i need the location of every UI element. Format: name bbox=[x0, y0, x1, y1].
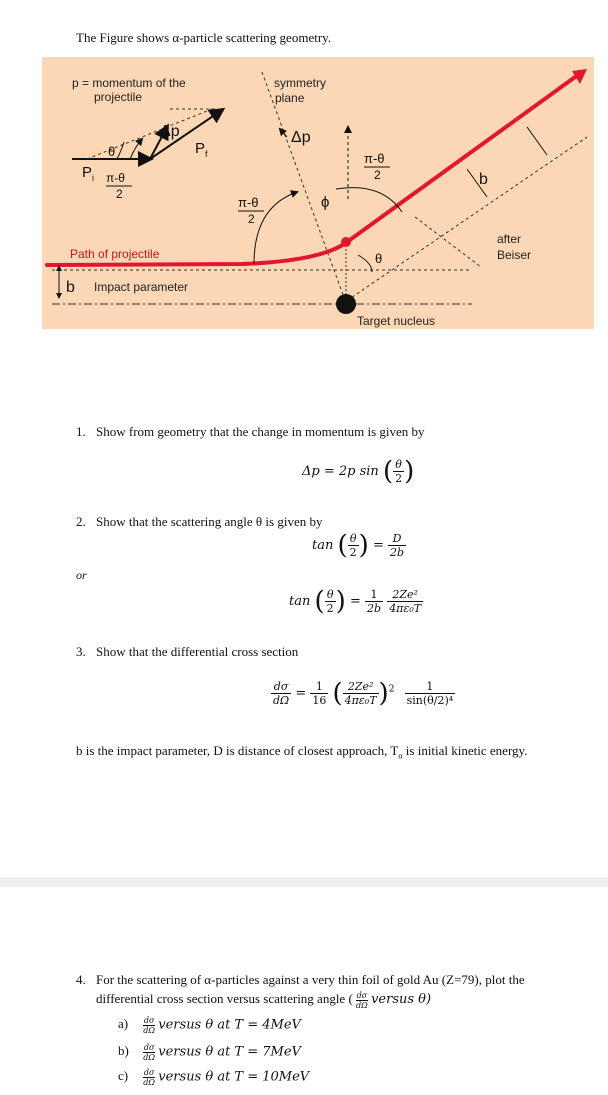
question-2-number: 2. bbox=[76, 514, 86, 529]
closest-approach-dot bbox=[341, 237, 351, 247]
momentum-label-2: projectile bbox=[94, 90, 143, 104]
equation-2a: tan ( $\frac{\theta}{2}$ ) = $\frac{D}{2b}$ bbox=[312, 530, 405, 561]
delta-p-label-left: Δp bbox=[160, 123, 180, 140]
pi-theta-right: π-θ bbox=[364, 151, 385, 166]
pi-theta-left-den: 2 bbox=[116, 187, 123, 201]
eq2b-2ze2: 2Ze² bbox=[387, 588, 423, 602]
eq2a-tan: tan bbox=[312, 538, 334, 553]
item-a-domega: dΩ bbox=[143, 1026, 156, 1035]
eq2a-D: D bbox=[388, 532, 406, 546]
equation-2b: tan ( $\frac{\theta}{2}$ ) = $\frac{1}{2b}$ $\frac{\text{2Ze²}}{\text{4πε₀T}}$ bbox=[289, 586, 422, 617]
eq3-domega: dΩ bbox=[273, 694, 290, 707]
eq3-sin: sin(θ/2)⁴ bbox=[406, 694, 454, 707]
symmetry-label-2: plane bbox=[275, 91, 305, 105]
question-4-number: 4. bbox=[76, 972, 86, 987]
equation-1: Δp = 2p sin ( $\frac{\theta}{2}$ ) bbox=[302, 456, 415, 487]
theta-label-right: θ bbox=[375, 251, 383, 266]
definitions-text bbox=[76, 743, 527, 761]
question-1 bbox=[76, 424, 425, 440]
pi-theta-left: π-θ bbox=[106, 171, 125, 185]
impact-label: Impact parameter bbox=[94, 280, 189, 294]
p-f-sub: f bbox=[205, 149, 208, 159]
momentum-label-1: p = momentum of the bbox=[72, 76, 186, 90]
item-b-dsigma: dσ bbox=[143, 1043, 155, 1052]
question-2 bbox=[76, 514, 322, 530]
eq2b-2b: 2b bbox=[367, 602, 382, 615]
symmetry-label-1: symmetry bbox=[274, 76, 326, 90]
item-b-domega: dΩ bbox=[143, 1053, 156, 1062]
eq2b-one: 1 bbox=[365, 588, 383, 602]
scattering-figure bbox=[42, 57, 594, 329]
eq2a-equals: = bbox=[372, 538, 384, 553]
eq1-den: 2 bbox=[395, 472, 403, 485]
after-label-2: Beiser bbox=[497, 248, 532, 262]
p-f-label: P bbox=[195, 140, 206, 157]
pi-theta-mid: π-θ bbox=[238, 195, 259, 210]
question-3-number: 3. bbox=[76, 644, 86, 659]
question-4-text-2: differential cross section versus scattering angle ( bbox=[96, 991, 353, 1006]
eq3-square: 2 bbox=[388, 684, 395, 695]
definitions-sub: α bbox=[398, 751, 403, 761]
equation-3: $\frac{d\sigma}{d\Omega}$ = $\frac{1}{16}$ ( $\frac{\text{2Ze²}}{\text{4πε₀T}}$ )$^2$ $\frac{1}{\text{sin(θ/2)⁴}}$ bbox=[273, 678, 454, 709]
eq2b-4piepsT: 4πε₀T bbox=[389, 602, 422, 615]
eq3-2ze2: 2Ze² bbox=[343, 680, 379, 694]
definitions-end: is initial kinetic energy. bbox=[402, 743, 528, 758]
item-b-label: b) bbox=[118, 1043, 129, 1059]
q4-dsigma: dσ bbox=[356, 990, 368, 1000]
b-label-left: b bbox=[66, 279, 75, 296]
q4-domega: dΩ bbox=[356, 1000, 368, 1010]
target-label: Target nucleus bbox=[357, 314, 436, 328]
item-a-text: versus θ at T = 4MeV bbox=[158, 1017, 301, 1033]
b-label-right: b bbox=[479, 171, 488, 188]
eq3-4piepsT: 4πε₀T bbox=[344, 694, 377, 707]
question-1-number: 1. bbox=[76, 424, 86, 439]
phi-label: ϕ bbox=[321, 194, 330, 211]
target-nucleus bbox=[336, 294, 356, 314]
p-i-label: P bbox=[82, 164, 93, 181]
theta-label-left: θ bbox=[108, 144, 116, 159]
after-label-1: after bbox=[497, 232, 522, 246]
question-1-text: Show from geometry that the change in momentum is given by bbox=[96, 424, 425, 439]
path-label: Path of projectile bbox=[70, 247, 160, 261]
pi-theta-right-den: 2 bbox=[374, 168, 381, 182]
eq3-one-b: 1 bbox=[405, 680, 456, 694]
q4-versus: versus θ) bbox=[371, 992, 432, 1007]
question-3 bbox=[76, 644, 298, 660]
item-c-domega: dΩ bbox=[143, 1078, 156, 1087]
item-a-label: a) bbox=[118, 1016, 129, 1032]
eq2a-two: 2 bbox=[349, 546, 357, 559]
eq2b-equals: = bbox=[349, 594, 361, 609]
eq2b-two: 2 bbox=[326, 602, 334, 615]
eq2a-theta: θ bbox=[348, 532, 359, 546]
item-b-text: versus θ at T = 7MeV bbox=[158, 1044, 301, 1060]
item-a-dsigma: dσ bbox=[143, 1016, 155, 1025]
question-2-text: Show that the scattering angle θ is given by bbox=[96, 514, 323, 529]
eq2b-tan: tan bbox=[289, 594, 311, 609]
question-3-text: Show that the differential cross section bbox=[96, 644, 299, 659]
eq3-one: 1 bbox=[310, 680, 328, 694]
delta-p-label-mid: Δp bbox=[291, 129, 311, 146]
eq1-lhs: Δp = 2p sin bbox=[302, 464, 379, 479]
eq1-num: θ bbox=[393, 458, 404, 472]
item-b bbox=[118, 1043, 301, 1062]
question-4-text-1: For the scattering of α-particles against a very thin foil of gold Au (Z=79), plot the bbox=[96, 972, 525, 987]
p-i-sub: i bbox=[92, 173, 94, 183]
item-c-label: c) bbox=[118, 1068, 129, 1084]
item-c-text: versus θ at T = 10MeV bbox=[158, 1069, 310, 1085]
definitions-main: b is the impact parameter, D is distance of closest approach, T bbox=[76, 743, 399, 758]
or-label: or bbox=[76, 568, 87, 582]
intro-text: The Figure shows α-particle scattering geometry. bbox=[76, 30, 332, 45]
eq3-dsigma: dσ bbox=[271, 680, 291, 694]
eq3-sixteen: 16 bbox=[312, 694, 327, 707]
question-4 bbox=[76, 970, 525, 1010]
eq3-equals: = bbox=[295, 686, 307, 701]
section-separator bbox=[0, 877, 608, 887]
pi-theta-mid-den: 2 bbox=[248, 212, 255, 226]
item-c-dsigma: dσ bbox=[143, 1068, 155, 1077]
item-c bbox=[118, 1068, 309, 1087]
eq2b-theta: θ bbox=[325, 588, 336, 602]
eq2a-2b: 2b bbox=[390, 546, 405, 559]
item-a bbox=[118, 1016, 301, 1035]
